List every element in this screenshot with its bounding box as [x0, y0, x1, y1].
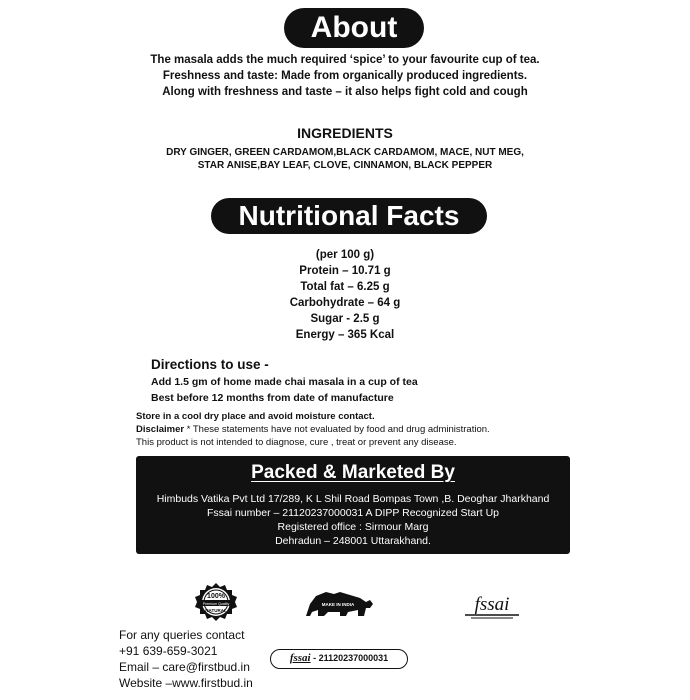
nutrition-list	[0, 247, 690, 343]
nutrition-line: Carbohydrate – 64 g	[289, 297, 401, 309]
fssai-logo-icon	[461, 588, 523, 622]
ingredients-heading: INGREDIENTS	[297, 125, 393, 141]
about-heading: About	[284, 8, 424, 48]
contact-email: Email – care@firstbud.in	[119, 660, 250, 674]
directions-line: Best before 12 months from date of manufacture	[151, 392, 394, 404]
notes-block	[136, 410, 490, 449]
packed-line: Fssai number – 21120237000031 A DIPP Recognized Start Up	[206, 507, 500, 519]
intent-note: This product is not intended to diagnose, cure , treat or prevent any disease.	[136, 437, 457, 448]
nutrition-line: Total fat – 6.25 g	[300, 281, 390, 293]
disclaimer-note	[136, 423, 490, 436]
about-description	[0, 52, 690, 100]
packed-line: Registered office : Sirmour Marg	[277, 521, 429, 533]
license-number: - 21120237000031	[313, 653, 389, 663]
ingredients-list	[0, 146, 690, 172]
contact-block	[119, 627, 253, 691]
packed-line: Himbuds Vatika Pvt Ltd 17/289, K L Shil Road Bompas Town ,B. Deoghar Jharkhand	[156, 493, 550, 505]
nutrition-line: Energy – 365 Kcal	[295, 329, 395, 341]
directions-line: Add 1.5 gm of home made chai masala in a cup of tea	[151, 376, 418, 388]
nutrition-line: Protein – 10.71 g	[299, 265, 391, 277]
nutrition-line: (per 100 g)	[315, 249, 375, 261]
packed-address	[136, 492, 570, 548]
packed-line: Dehradun – 248001 Uttarakhand.	[275, 535, 431, 547]
badge-text-bottom: NATURAL	[205, 608, 227, 613]
make-in-india-text: MAKE IN INDIA	[321, 602, 355, 607]
packed-marketed-box	[136, 456, 570, 554]
storage-note: Store in a cool dry place and avoid moisture contact.	[136, 411, 375, 422]
premium-quality-badge-icon	[191, 582, 241, 622]
packed-heading: Packed & Marketed By	[251, 462, 455, 483]
about-line: Freshness and taste: Made from organically produced ingredients.	[162, 70, 528, 82]
nutrition-line: Sugar - 2.5 g	[310, 313, 380, 325]
fssai-license-badge	[270, 649, 408, 669]
disclaimer-label: Disclaimer	[136, 424, 185, 435]
disclaimer-text: * These statements have not evaluated by food and drug administration.	[184, 424, 490, 435]
contact-website: Website –www.firstbud.in	[119, 676, 253, 690]
badge-text-top: 100%	[207, 593, 225, 600]
about-line: Along with freshness and taste – it also helps fight cold and cough	[162, 86, 528, 98]
ingredients-line: STAR ANISE,BAY LEAF, CLOVE, CINNAMON, BLACK PEPPER	[197, 160, 493, 171]
directions-list	[151, 374, 418, 406]
fssai-logo-text: fssai	[474, 594, 510, 615]
license-fssai-mark: fssai	[289, 652, 311, 664]
nutritional-facts-heading: Nutritional Facts	[211, 198, 487, 234]
badge-text-ribbon: Premium Quality	[202, 601, 230, 606]
about-line: The masala adds the much required ‘spice’ to your favourite cup of tea.	[150, 54, 540, 66]
make-in-india-lion-icon	[300, 586, 376, 622]
ingredients-line: DRY GINGER, GREEN CARDAMOM,BLACK CARDAMOM, MACE, NUT MEG,	[166, 147, 524, 158]
contact-line: For any queries contact	[119, 628, 245, 642]
directions-heading: Directions to use -	[151, 357, 269, 372]
contact-phone: +91 639-659-3021	[119, 644, 218, 658]
